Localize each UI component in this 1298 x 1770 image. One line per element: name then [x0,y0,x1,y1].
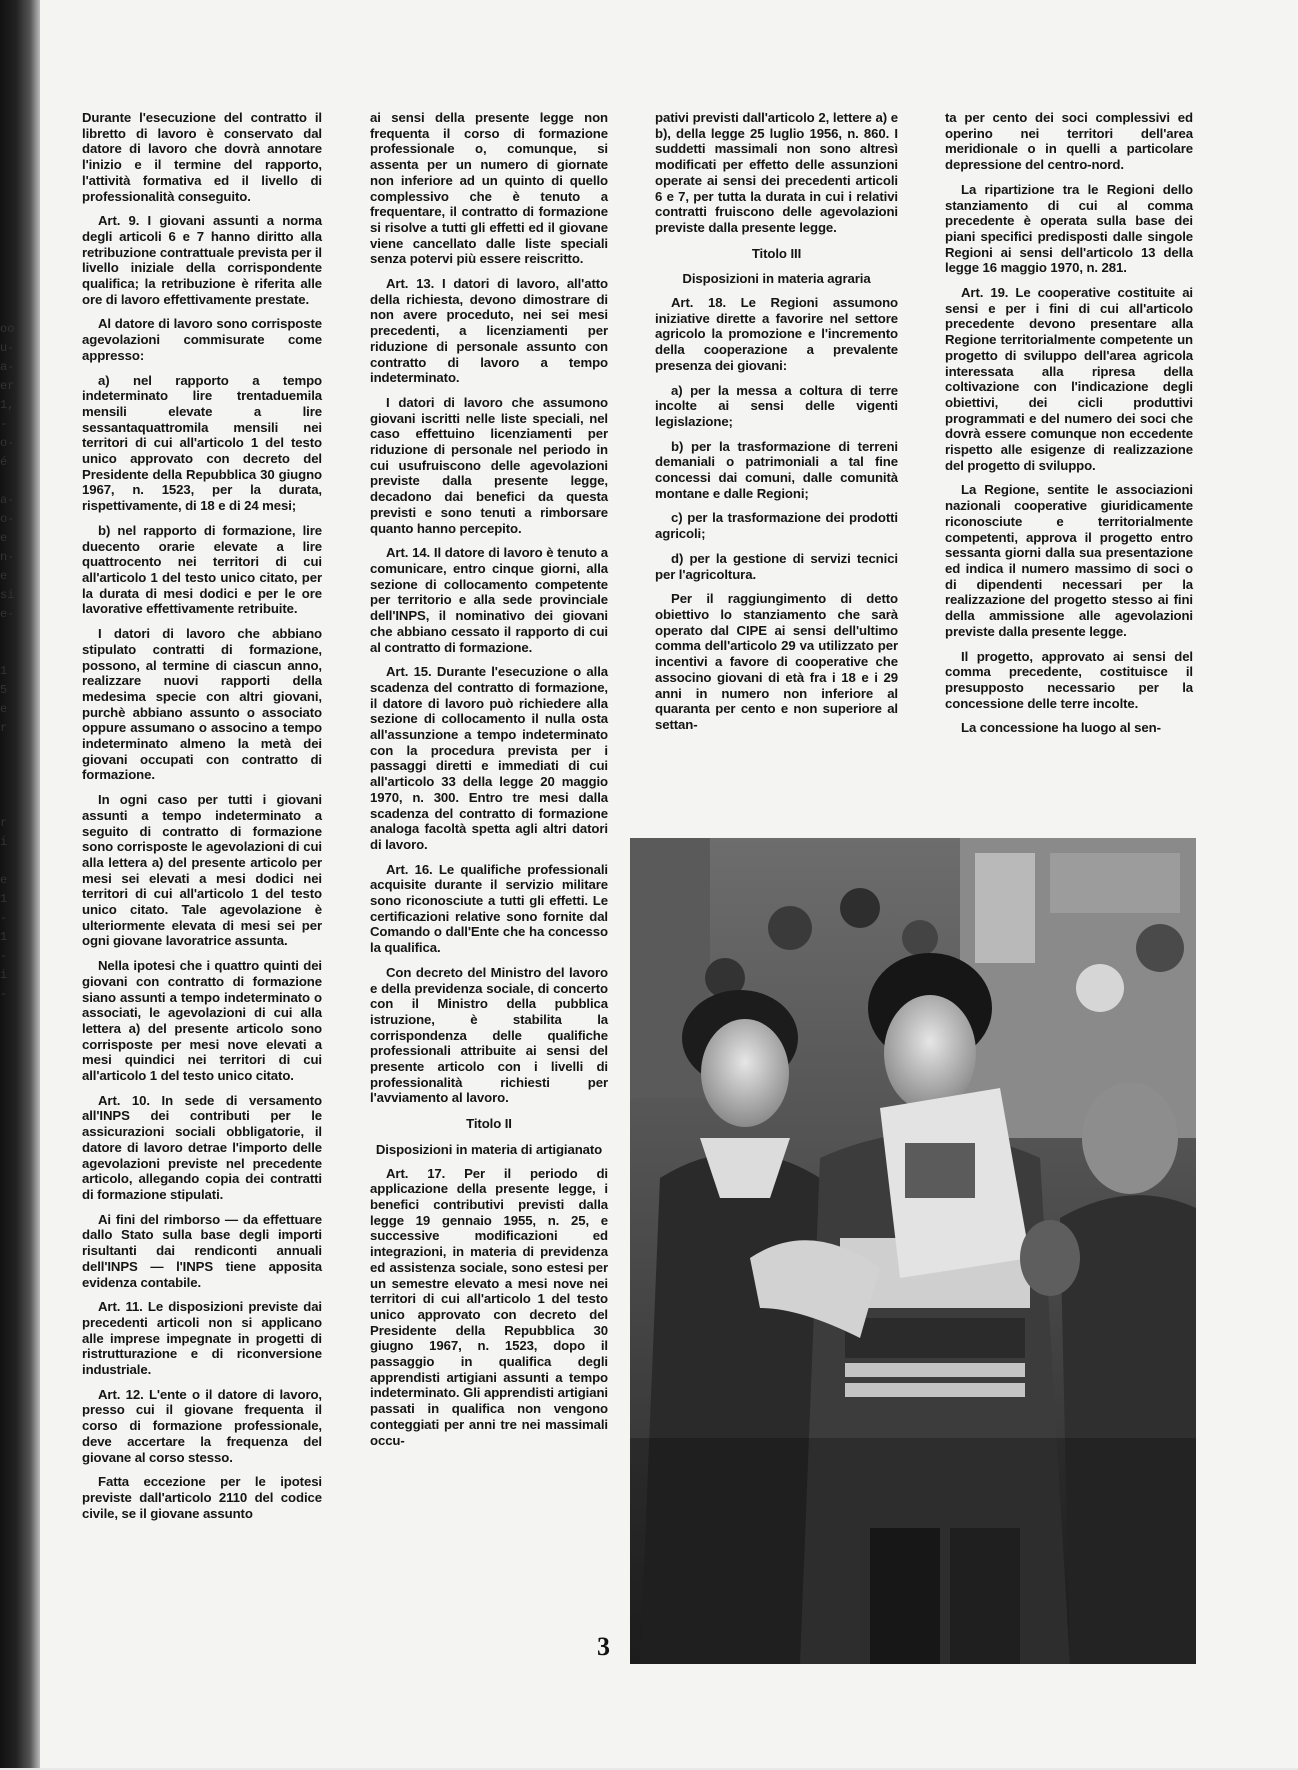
page-number: 3 [597,1632,610,1661]
paragraph: d) per la gestione di servizi tecnici per l'agricoltura. [655,550,898,582]
paragraph: c) per la trasformazione dei prodotti agricoli; [655,510,898,542]
photograph-young-women-protest [630,838,1196,1664]
paragraph: Per il raggiungimento di detto obiettivo lo stanziamento che sarà operato dal CIPE ai sensi dell'ultimo comma dell'articolo 29 va utilizzato per incentivi a favore di cooperative che associno giovani di età fra i 18 e i 29 anni in numero non inferiore al quaranta per cento e non superiore al settan- [655,591,898,732]
text-column-4 [945,110,1193,745]
paragraph: Art. 10. In sede di versamento all'INPS dei contributi per le assicurazioni sociali obbligatorie, il datore di lavoro detrae l'importo delle agevolazioni previste nel precedente articolo, allegando copia dei contratti di formazione stipulati. [82,1092,322,1202]
paragraph: a) per la messa a coltura di terre incolte ai sensi delle vigenti legislazione; [655,382,898,429]
adjacent-page-edge-text: oo u- a- er 1, - o- é a- o- e n- e si e- 1 5 e r r i e 1 - 1 - i - [0,322,15,1001]
paragraph: La concessione ha luogo al sen- [961,720,1161,736]
paragraph: Art. 13. I datori di lavoro, all'atto della richiesta, devono dimostrare di non avere proceduto, nei sei mesi precedenti, a licenziamenti per riduzione di personale assunto con contratto di lavoro a tempo indeterminato. [370,276,608,386]
continued-paragraph: pativi previsti dall'articolo 2, lettere a) e b), della legge 25 luglio 1956, n. 860. I suddetti massimali non sono altresì modificati per effetto delle assunzioni operate ai sensi dei precedenti articoli 6 e 7, per tutta la durata in cui i relativi contratti fruiscono delle agevolazioni previste dalla presente legge. [655,110,898,235]
section-heading: Titolo II [466,1116,512,1132]
paragraph: Art. 12. L'ente o il datore di lavoro, presso cui il giovane frequenta il corso di formazione professionale, deve accertare la frequenza del giovane al corso stesso. [82,1386,322,1465]
paragraph: Art. 15. Durante l'esecuzione o alla scadenza del contratto di formazione, il datore di lavoro può richiedere alla sezione di collocamento il nulla osta all'assunzione a tempo indeterminato con la procedura prevista per i passaggi diretti e immediati di cui all'articolo 33 della legge 20 maggio 1970, n. 300. Entro tre mesi dalla scadenza del contratto di formazione analoga facoltà spetta agli altri datori di lavoro. [370,664,608,852]
photo-image [630,838,1196,1664]
paragraph: In ogni caso per tutti i giovani assunti a tempo indeterminato a seguito di contratto di formazione sono corrisposte le agevolazioni di cui alla lettera a) del presente articolo per mesi sei elevati a mesi dodici nei territori di cui all'articolo 1 del testo unico citato. Tale agevolazione è ulteriormente elevata di mesi sei per ogni giovane lavoratrice assunta. [82,792,322,949]
paragraph: Art. 16. Le qualifiche professionali acquisite durante il servizio militare sono riconosciute a tutti gli effetti. Le certificazioni relative sono fornite dal Comando o dall'Ente che ha concesso la qualifica. [370,861,608,956]
paragraph: Art. 11. Le disposizioni previste dai precedenti articoli non si applicano alle imprese impegnate in progetti di ristrutturazione e di riconversione industriale. [82,1299,322,1378]
paragraph: Fatta eccezione per le ipotesi previste dall'articolo 2110 del codice civile, se il giovane assunto [82,1474,322,1521]
paragraph: Con decreto del Ministro del lavoro e della previdenza sociale, di concerto con il Ministro della pubblica istruzione, è stabilita la corrispondenza delle qualifiche professionali attribuite ai sensi del presente articolo con i livelli di professionalità richiesti per l'avviamento al lavoro. [370,964,608,1106]
paragraph: I datori di lavoro che assumono giovani iscritti nelle liste speciali, nel caso effettuino licenziamenti per riduzione di personale nel periodo in cui usufruiscono delle agevolazioni previste dalla presente legge, decadono dai benefici da questa previsti e sono tenuti a rimborsare quanto hanno percepito. [370,394,608,536]
paragraph: Art. 18. Le Regioni assumono iniziative dirette a favorire nel settore agricolo la promozione e l'incremento della cooperazione a prevalente presenza dei giovani: [655,295,898,373]
paragraph: Ai fini del rimborso — da effettuare dallo Stato sulla base degli importi risultanti dai rendiconti annuali dell'INPS — l'INPS tiene apposita evidenza contabile. [82,1211,322,1290]
paragraph: Il progetto, approvato ai sensi del comma precedente, costituisce il presupposto necessario per la concessione delle terre incolte. [945,648,1193,711]
paragraph: Art. 14. Il datore di lavoro è tenuto a comunicare, entro cinque giorni, alla sezione di collocamento competente per territorio e alla sede provinciale dell'INPS, il nominativo dei giovani che abbiano cessato il rapporto di cui al contratto di formazione. [370,545,608,655]
paragraph: Art. 17. Per il periodo di applicazione della presente legge, i benefici contributivi previsti dalla legge 19 gennaio 1955, n. 25, e successive modificazioni ed integrazioni, in materia di previdenza ed assistenza sociale, sono estesi per un semestre elevato a mesi nove nei territori di cui all'articolo 1 del testo unico approvato con decreto del Presidente della Repubblica 30 giugno 1967, n. 1523, dopo il passaggio in qualifica degli apprendisti artigiani assunti a tempo indeterminato. Gli apprendisti artigiani passati in qualifica non vengono conteggiati per anni tre nei massimali occu- [370,1165,608,1448]
paragraph: Al datore di lavoro sono corrisposte agevolazioni commisurate come appresso: [82,316,322,363]
paragraph: a) nel rapporto a tempo indeterminato lire trentaduemila mensili elevate a lire sessantaquattromila mensili nei territori di cui all'articolo 1 del testo unico approvato con decreto del Presidente della Repubblica 30 giugno 1967, n. 1523, per la durata, rispettivamente, di 18 e di 24 mesi; [82,372,322,514]
text-column-2 [370,110,608,1457]
paragraph: Nella ipotesi che i quattro quinti dei giovani con contratto di formazione siano assunti a tempo indeterminato o associati, le agevolazioni di cui alla lettera a) del presente articolo sono corrisposte per mesi nove elevati a mesi quindici nei territori di cui all'articolo 1 del testo unico citato. [82,958,322,1084]
section-heading: Titolo III [751,245,802,261]
paragraph: Art. 19. Le cooperative costituite ai sensi e per i fini di cui all'articolo precedente devono presentare alla Regione territorialmente competente un progetto di sviluppo dell'area agricola interessata alla ripresa della coltivazione con l'indicazione degli obiettivi, dei cicli produttivi programmati e del numero dei soci che dovrà essere comunque non eccedente rispetto alle esigenze di realizzazione del progetto di sviluppo. [945,285,1193,473]
section-heading: Disposizioni in materia agraria [682,271,871,287]
paragraph: La ripartizione tra le Regioni dello stanziamento di cui al comma precedente è operata sulla base dei piani specifici predisposti dalle singole Regioni ai sensi dell'articolo 13 della legge 16 maggio 1970, n. 281. [945,181,1193,276]
continued-paragraph: ai sensi della presente legge non frequenta il corso di formazione professionale o, comunque, si assenta per un numero di giornate non inferiore ad un quinto di quello complessivo che è tenuto a frequentare, il contratto di formazione si risolve a tutti gli effetti ed il giovane viene cancellato dalle liste speciali senza potervi più essere reiscritto. [370,110,608,267]
continued-paragraph: Durante l'esecuzione del contratto il libretto di lavoro è conservato dal datore di lavoro che dovrà annotare l'inizio e il termine del rapporto, l'attività formativa ed il livello di professionalità conseguito. [82,110,322,204]
text-column-1 [82,110,322,1530]
paragraph: La Regione, sentite le associazioni nazionali cooperative giuridicamente riconosciute e territorialmente competenti, approva il progetto entro sessanta giorni dalla sua presentazione ed indica il numero massimo di soci o di dipendenti necessari per la realizzazione del progetto stesso ai fini della ammissione alle agevolazioni previste dalla presente legge. [945,482,1193,639]
text-column-3 [655,110,898,742]
paragraph: Art. 9. I giovani assunti a norma degli articoli 6 e 7 hanno diritto alla retribuzione contrattuale prevista per il livello iniziale della corrispondente qualifica; la retribuzione è riferita alle ore di lavoro effettivamente prestate. [82,213,322,307]
paragraph: I datori di lavoro che abbiano stipulato contratti di formazione, possono, al termine di ciascun anno, realizzare nuovi rapporti della medesima specie con altri giovani, purchè abbiano assunto o associato oppure assumano o associno a tempo indeterminato almeno la metà dei giovani occupati con contratto di formazione. [82,626,322,783]
page-bottom-margin [40,1715,1298,1768]
paragraph: b) per la trasformazione di terreni demaniali o patrimoniali a tal fine concessi dai comuni, dalle comunità montane e dalle Regioni; [655,438,898,501]
paragraph: b) nel rapporto di formazione, lire duecento orarie elevate a lire quattrocento nei territori di cui all'articolo 1 del testo unico citato, per la durata di mesi dodici e per le ore lavorative effettivamente retribuite. [82,522,322,617]
section-heading: Disposizioni in materia di artigianato [375,1141,603,1157]
continued-paragraph: ta per cento dei soci complessivi ed operino nei territori dell'area meridionale o in quelli a particolare depressione del centro-nord. [945,110,1193,173]
